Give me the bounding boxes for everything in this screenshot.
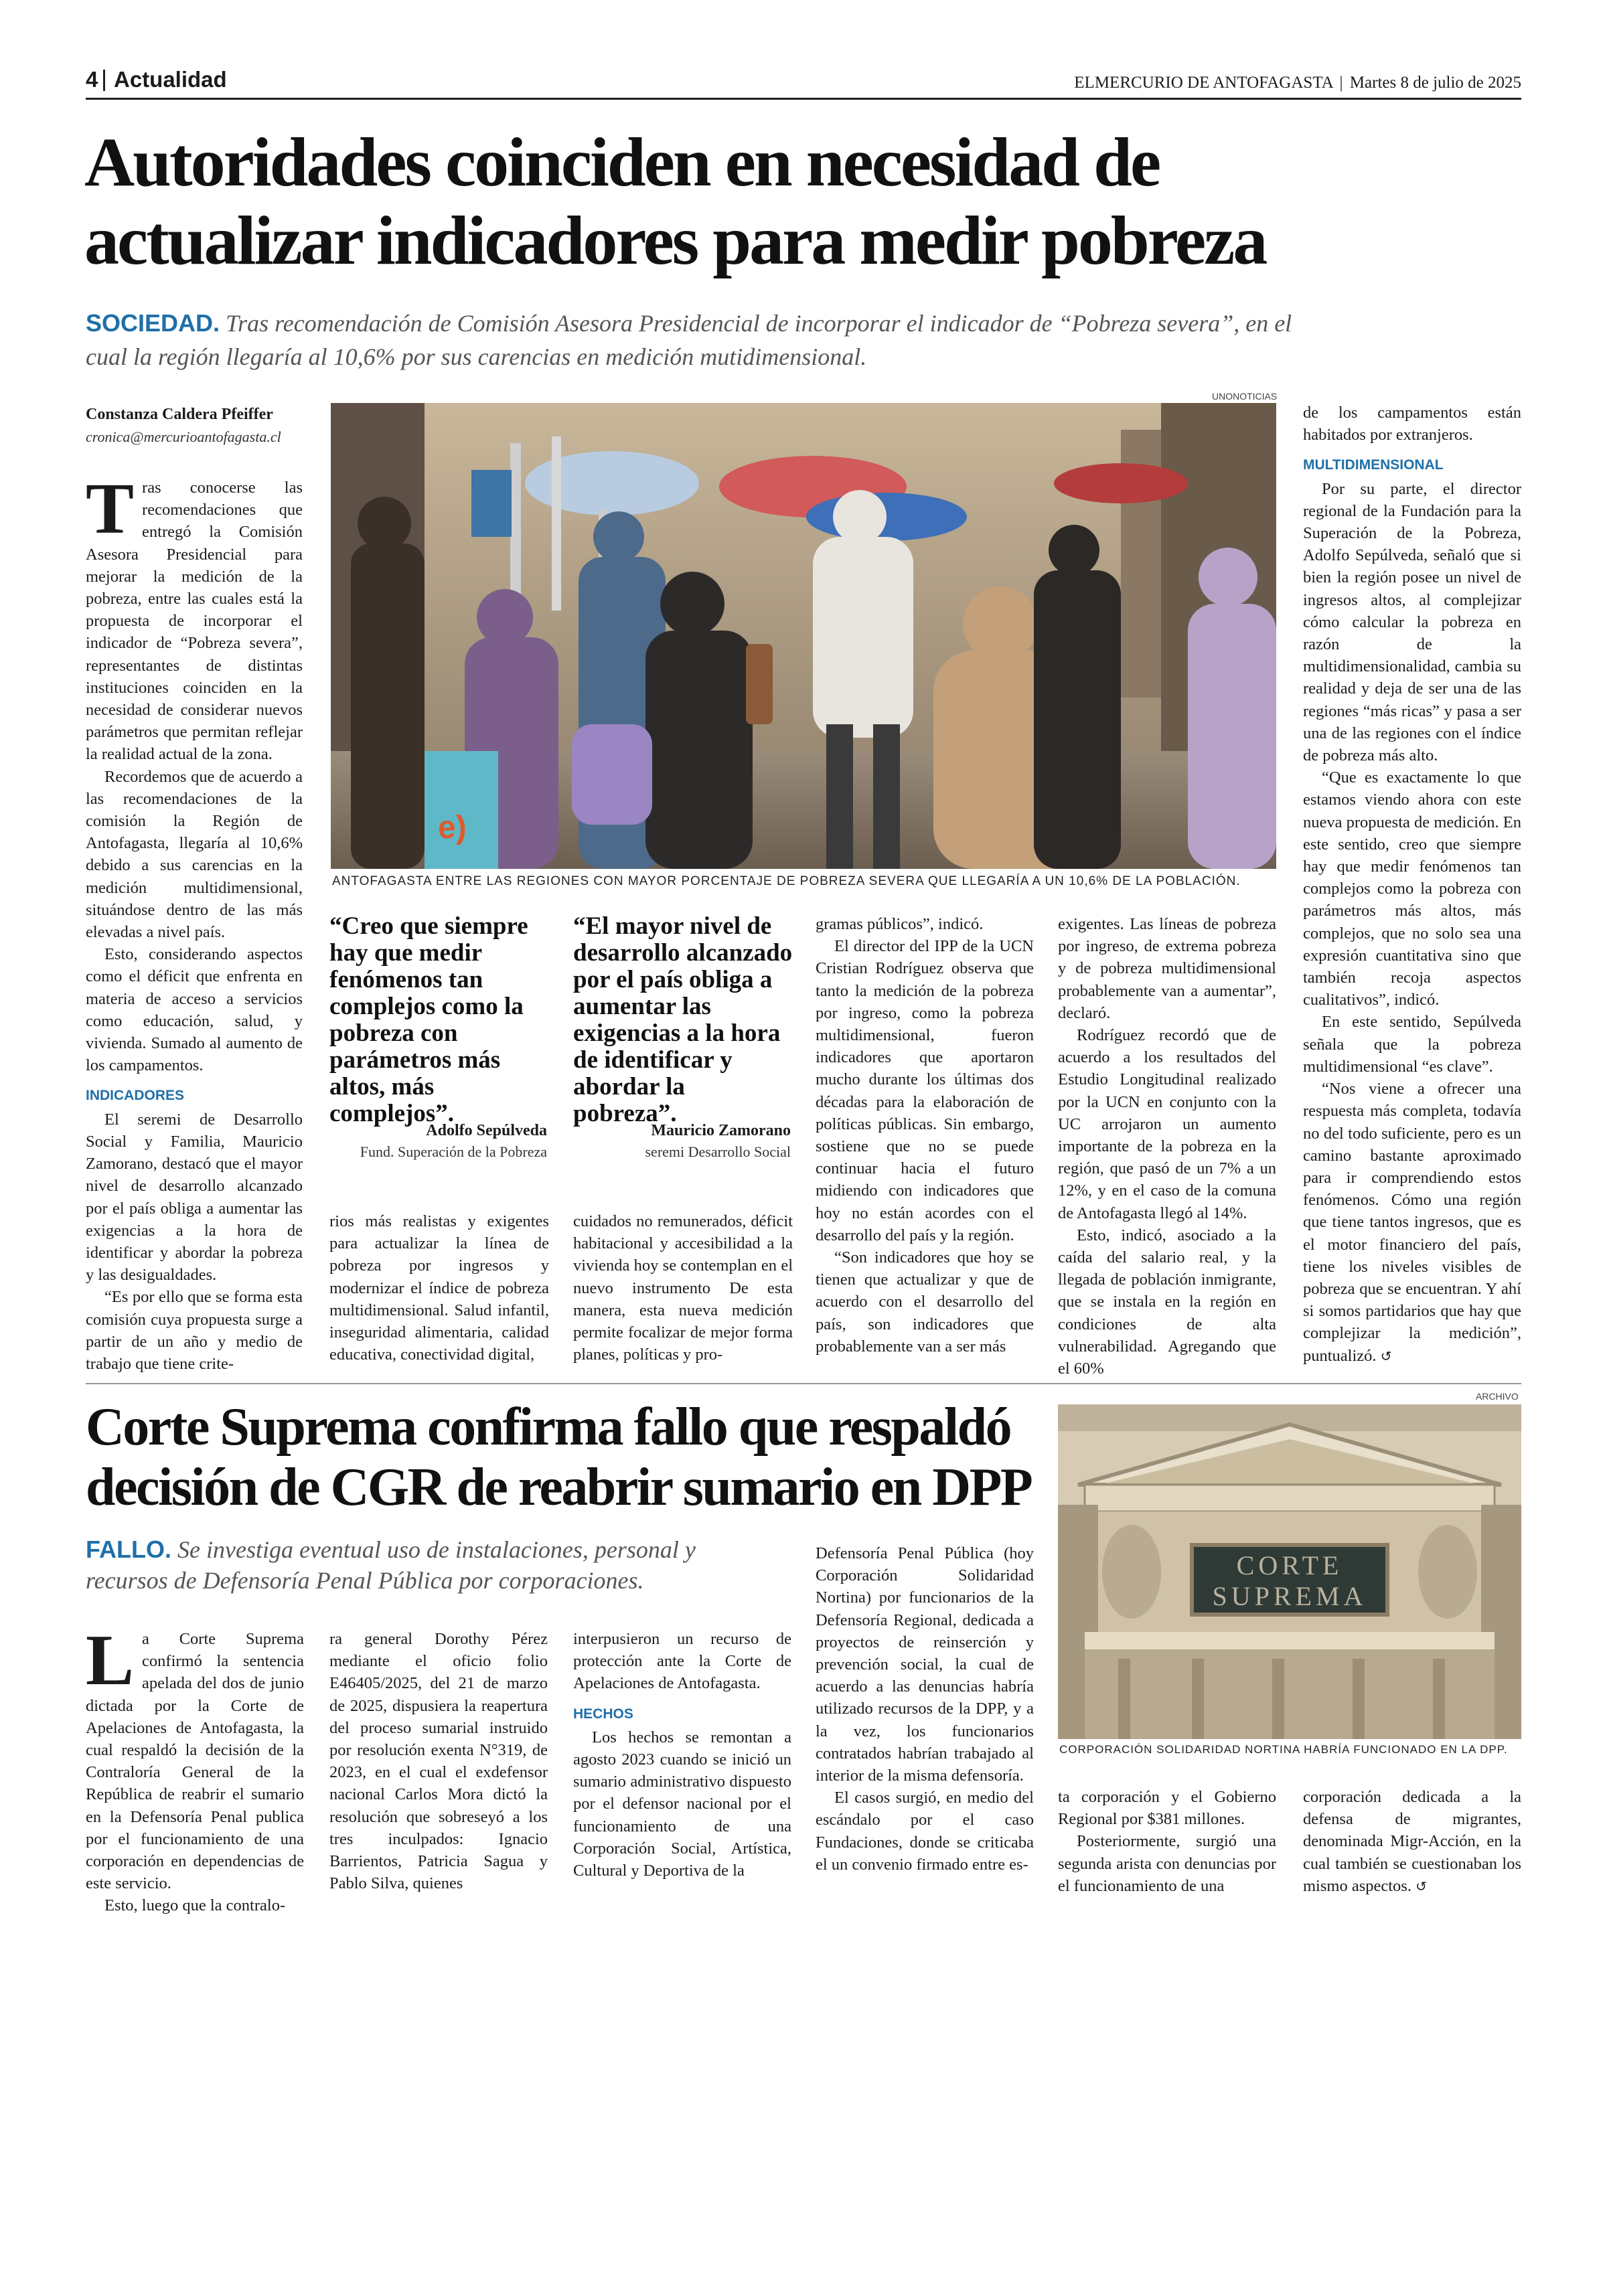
article1-col6-p5: “Nos viene a ofrecer una respuesta más completa, todavía no del todo suficiente, pero es un camino bastante aproximado para ir comprendiendo estos fenómenos. Cómo una región que tiene tantos ingresos, que es el motor financiero del país, tiene los niveles visibles de pobreza que se encuentran. Y ahí si somos partidarios que hay que complejizar la medición”, puntualizó. xyxy=(1303,1080,1521,1365)
article1-col4-p1: gramas públicos”, indicó. xyxy=(816,915,984,933)
article-divider xyxy=(86,1383,1521,1384)
header-separator: | xyxy=(1339,74,1343,92)
photo2-caption: CORPORACIÓN SOLIDARIDAD NORTINA HABRÍA FUNCIONADO EN LA DPP. xyxy=(1059,1743,1508,1756)
article1-dropcap: T xyxy=(86,469,135,549)
article2-headline-line1: Corte Suprema confirma fallo que respaldó xyxy=(86,1398,1011,1457)
article2-headline-line2: decisión de CGR de reabrir sumario en DPP xyxy=(86,1458,1032,1517)
section-name: Actualidad xyxy=(114,67,227,92)
article1-col1-p1: ras conocerse las recomendaciones que entregó la Comisión Asesora Presidencial para mejorar la medición de la pobreza, entre las cuales está la propuesta de incorporar el indicador de “Pobreza severa”, representantes de distintas instituciones coinciden en la necesidad de considerar nuevos parámetros que permitan reflejar la realidad actual de la zona. xyxy=(86,479,303,764)
header-right xyxy=(1074,74,1521,92)
photo1-credit: UNONOTICIAS xyxy=(1212,391,1278,402)
article2-dropcap: L xyxy=(86,1621,135,1700)
page-number: 4 xyxy=(86,67,98,92)
article1-column5 xyxy=(1058,913,1276,1380)
article1-kicker xyxy=(86,307,1525,374)
article2-col6-p1: corporación dedicada a la defensa de migrantes, denominada Migr-Acción, en la cual también se cuestionaban los mismo aspectos. xyxy=(1303,1788,1521,1895)
publication-name: ELMERCURIO DE ANTOFAGASTA xyxy=(1074,74,1333,92)
publication-date: Martes 8 de julio de 2025 xyxy=(1349,74,1521,92)
article1-headline-line2: actualizar indicadores para medir pobreza xyxy=(84,202,1266,279)
article2-col3-p2: Los hechos se remontan a agosto 2023 cuando se inició un sumario administrativo dispuesto por el defensor nacional por el funcionamiento de una Corporación Social, Artística, Cultural y Deportiva de la xyxy=(573,1728,791,1880)
end-mark-icon: ↺ xyxy=(1415,1878,1427,1894)
article2-col2-p1: ra general Dorothy Pérez mediante el oficio folio E46405/2025, del 21 de marzo de 2025, dispusiera la reapertura del proceso sumarial instruido por resolución exenta N°319, de 2023, en el cual el exdefensor nacional Carlos Mora dictó la resolución que sobreseyó a los tres inculpados: Ignacio Barrientos, Patricia Sagua y Pablo Silva, quienes xyxy=(329,1630,548,1893)
photo2-sign-line1: CORTE xyxy=(1236,1550,1343,1580)
article1-column6 xyxy=(1303,402,1521,1368)
article2-col3-p1: interpusieron un recurso de protección ante la Corte de Apelaciones de Antofagasta. xyxy=(573,1630,791,1693)
article2-column5 xyxy=(1058,1786,1276,1897)
article1-col6-p3: “Que es exactamente lo que estamos viendo ahora con este nueva propuesta de medición. En este sentido, creo que siempre hay que medir fenómenos tan complejos como la pobreza con parámetros más altos, más complejos, que no solo sea una expresión cuantitativa sino que también recoja aspectos cualitativos”, indicó. xyxy=(1303,768,1521,1009)
article2-col1-p1: a Corte Suprema confirmó la sentencia apelada del dos de junio dictada por la Corte de Apelaciones de Antofagasta, la cual respaldó la decisión de la Contraloría General de la República de reabrir el sumario en la Defensoría Penal publica por el funcionamiento de una corporación en dependencias de este servicio. xyxy=(86,1630,304,1893)
article2-column4 xyxy=(816,1542,1034,1876)
article2-column3 xyxy=(573,1628,791,1882)
article1-kicker-line2: cual la región llegaría al 10,6% por sus carencias en medición mutidimensional. xyxy=(86,343,867,370)
header-rule xyxy=(86,98,1521,100)
article1-col5-p2: Rodríguez recordó que de acuerdo a los resultados del Estudio Longitudinal realizado por la UCN en conjunto con la UC arrojaron un aumento importante de la pobreza en la región, que pasó de un 7% a un 12%, y en el caso de la comuna de Antofagasta llegó al 14%. xyxy=(1058,1026,1276,1222)
article1-headline-line1: Autoridades coinciden en necesidad de xyxy=(84,124,1160,201)
article1-column1 xyxy=(86,469,303,1375)
pull-quote-2-role: seremi Desarrollo Social xyxy=(645,1143,791,1160)
article1-column4 xyxy=(816,913,1034,1358)
article2-kicker xyxy=(86,1534,795,1596)
article1-col2-text: rios más realistas y exigentes para actualizar la línea de pobreza por ingresos y modernizar el índice de pobreza multidimensional. Salud infantil, inseguridad alimentaria, calidad educativa, conectividad digital, xyxy=(329,1212,549,1364)
photo1-sign-text: e) xyxy=(438,810,467,845)
article2-kicker-tag: FALLO. xyxy=(86,1536,171,1563)
article2-kicker-line1: Se investiga eventual uso de instalaciones, personal y xyxy=(177,1536,696,1563)
article1-col5-p1: exigentes. Las líneas de pobreza por ingreso, de extrema pobreza y de pobreza multidimensional probablemente van a aumentar”, declaró. xyxy=(1058,915,1276,1022)
article1-col3-text: cuidados no remunerados, déficit habitacional y accesibilidad a la vivienda hoy se contemplan en el nuevo instrumento De esta manera, esta nueva medición permite focalizar de mejor forma planes, políticas y pro- xyxy=(573,1212,793,1364)
crowd-scene-illustration xyxy=(331,403,1276,869)
court-facade-illustration xyxy=(1058,1404,1521,1739)
article1-col6-p4: En este sentido, Sepúlveda señala que la pobreza multidimensional “es clave”. xyxy=(1303,1013,1521,1076)
article1-kicker-line1: Tras recomendación de Comisión Asesora Presidencial de incorporar el indicador de “Pobreza severa”, en el xyxy=(226,310,1292,337)
byline: Constanza Caldera Pfeiffer xyxy=(86,406,273,423)
article2-col5-p2: Posteriormente, surgió una segunda arista con denuncias por el funcionamiento de una xyxy=(1058,1832,1276,1895)
article2-column2 xyxy=(329,1628,548,1894)
article2-col1-p2: Esto, luego que la contralo- xyxy=(104,1896,286,1915)
article1-col5-p3: Esto, indicó, asociado a la caída del salario real, y la llegada de población inmigrante, que se instala en la región en condiciones de alta vulnerabilidad. Agregando que el 60% xyxy=(1058,1226,1276,1378)
article2-col5-p1: ta corporación y el Gobierno Regional por $381 millones. xyxy=(1058,1788,1276,1829)
photo2-court-building-image xyxy=(1058,1404,1521,1739)
photo2-sign-line2: SUPREMA xyxy=(1212,1581,1367,1611)
end-mark-icon: ↺ xyxy=(1380,1347,1392,1364)
photo2-credit: ARCHIVO xyxy=(1476,1391,1519,1402)
article1-column3 xyxy=(573,1210,793,1366)
photo1-crowd-image xyxy=(331,403,1276,869)
article2-column1 xyxy=(86,1621,304,1917)
article1-col4-p3: “Son indicadores que hoy se tienen que actualizar y que de acuerdo con el desarrollo del país, son indicadores que probablemente van a ser más xyxy=(816,1248,1034,1356)
article2-col4-p1: Defensoría Penal Pública (hoy Corporación Solidaridad Nortina) por funcionarios de la Defensoría Regional, dedicada a proyectos de reinserción y prevención social, la cual de acuerdo a las denuncias habría utilizado recursos de la DPP, y a la vez, los funcionarios contratados habrían trabajado al interior de la misma defensoría. xyxy=(816,1544,1034,1785)
pull-quote-2-author: Mauricio Zamorano xyxy=(651,1122,791,1139)
article1-col1-p4: El seremi de Desarrollo Social y Familia, Mauricio Zamorano, destacó que el mayor nivel de desarrollo alcanzado por el país obliga a aumentar las exigencias a la hora de identificar y abordar la pobreza y las desigualdades. xyxy=(86,1110,303,1285)
article1-subhead-multidimensional: MULTIDIMENSIONAL xyxy=(1303,457,1444,473)
photo1-caption: ANTOFAGASTA ENTRE LAS REGIONES CON MAYOR PORCENTAJE DE POBREZA SEVERA QUE LLEGARÍA A UN 10,6% DE LA POBLACIÓN. xyxy=(332,874,1241,888)
article1-col4-p2: El director del IPP de la UCN Cristian Rodríguez observa que tanto la medición de la pobreza por ingreso, como la pobreza multidimensional, fueron indicadores que aportaron mucho durante los últimas dos décadas para la elaboración de políticas públicas. Sin embargo, sostiene que no se puede continuar hacia el futuro midiendo con indicadores que hoy no están acordes con el desarrollo del país y la región. xyxy=(816,937,1034,1244)
pull-quote-1: “Creo que siempre hay que medir fenómenos tan complejos como la pobreza con parámetros más altos, más complejos”. xyxy=(329,912,528,1127)
article1-subhead-indicadores: INDICADORES xyxy=(86,1088,185,1104)
article1-kicker-tag: SOCIEDAD. xyxy=(86,309,220,337)
pull-quote-1-author: Adolfo Sepúlveda xyxy=(426,1122,547,1139)
article1-col1-p2: Recordemos que de acuerdo a las recomendaciones de la comisión la Región de Antofagasta, llegaría al 10,6% debido a sus carencias en la medición multidimensional, situándose dentro de las más elevadas a nivel país. xyxy=(86,767,303,942)
article2-kicker-line2: recursos de Defensoría Penal Pública por corporaciones. xyxy=(86,1567,644,1594)
article1-col1-p5: “Es por ello que se forma esta comisión cuya propuesta surge a partir de un año y medio de trabajo que tiene crite- xyxy=(86,1288,303,1373)
pull-quote-2: “El mayor nivel de desarrollo alcanzado por el país obliga a aumentar las exigencias a la hora de identificar y abordar la pobreza”. xyxy=(573,912,793,1127)
article2-subhead-hechos: HECHOS xyxy=(573,1706,633,1722)
article2-col4-p2: El casos surgió, en medio del escándalo por el caso Fundaciones, donde se criticaba el un convenio firmado entre es- xyxy=(816,1789,1034,1874)
article1-col6-p1: de los campamentos están habitados por extranjeros. xyxy=(1303,404,1521,444)
pull-quote-1-role: Fund. Superación de la Pobreza xyxy=(360,1143,547,1160)
article1-column2 xyxy=(329,1210,549,1366)
article2-column6 xyxy=(1303,1786,1521,1898)
byline-email: cronica@mercurioantofagasta.cl xyxy=(86,428,281,445)
header-divider xyxy=(103,70,105,91)
article1-col1-p3: Esto, considerando aspectos como el déficit que enfrenta en materia de acceso a servicios como educación, salud, y vivienda. Sumado al aumento de los campamentos. xyxy=(86,945,303,1075)
article1-col6-p2: Por su parte, el director regional de la Fundación para la Superación de la Pobreza, Adolfo Sepúlveda, señaló que si bien la región posee un nivel de ingresos altos, al complejizar cómo calcular la pobreza en razón de la multidimensionalidad, cambia su realidad y deja de ser una de las regiones “más ricas” y pasa a ser una de las regiones con el índice de pobreza más alto. xyxy=(1303,479,1521,765)
